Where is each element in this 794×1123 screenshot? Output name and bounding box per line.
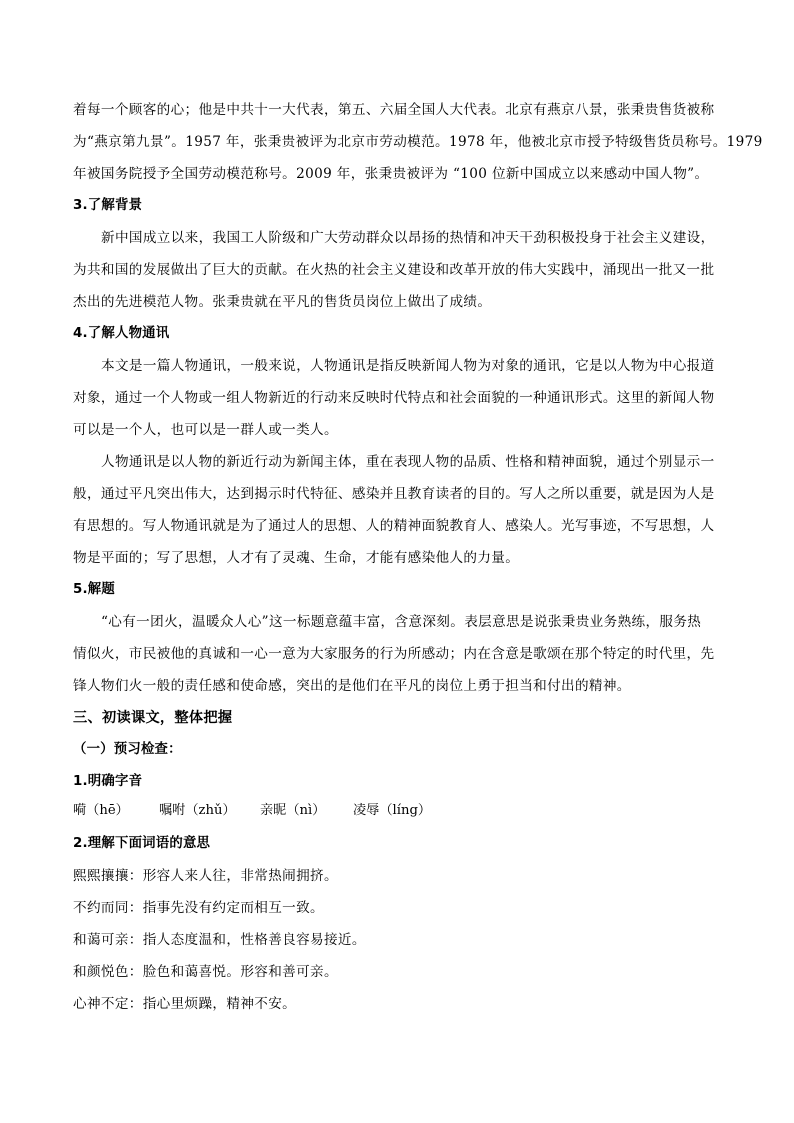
section5-line-2: 情似火，市民被他的真诚和一心一意为大家服务的行为所感动；内在含意是歌颂在那个特定的时代里，先 — [73, 646, 715, 662]
section4-p1-line-3: 可以是一个人，也可以是一群人或一类人。 — [73, 422, 338, 438]
section5-line-3: 锋人物们火一般的责任感和使命感，突出的是他们在平凡的岗位上勇于担当和付出的精神。 — [73, 678, 631, 694]
section3-line-1: 新中国成立以来，我国工人阶级和广大劳动群众以昂扬的热情和冲天干劲积极投身于社会主义建设， — [101, 230, 715, 246]
pinyin-item-3: 亲昵（nì） — [260, 803, 326, 818]
pinyin-item-2: 嘱咐（zhǔ） — [159, 803, 236, 818]
vocab-item-4: 和颜悦色：脸色和蔼喜悦。形容和善可亲。 — [73, 964, 338, 980]
section4-p2-line-4: 物是平面的；写了思想，人才有了灵魂、生命，才能有感染他人的力量。 — [73, 550, 520, 566]
intro-line-1: 着每一个顾客的心；他是中共十一大代表，第五、六届全国人大代表。北京有燕京八景，张秉贵售货被称 — [73, 102, 715, 118]
intro-line-2: 为“燕京第九景”。1957 年，张秉贵被评为北京市劳动模范。1978 年，他被北京市授予特级售货员称号。1979 — [73, 134, 763, 150]
vocab-title: 2.理解下面词语的意思 — [73, 836, 211, 851]
sub1-title: （一）预习检查： — [73, 742, 182, 757]
vocab-item-3: 和蔼可亲：指人态度温和，性格善良容易接近。 — [73, 932, 366, 948]
vocab-item-5: 心神不定：指心里烦躁，精神不安。 — [73, 996, 297, 1012]
part3-title: 三、初读课文，整体把握 — [73, 710, 233, 726]
section4-p2-line-1: 人物通讯是以人物的新近行动为新闻主体，重在表现人物的品质、性格和精神面貌，通过个别显示一 — [101, 454, 715, 470]
vocab-item-1: 熙熙攘攘：形容人来人往，非常热闹拥挤。 — [73, 868, 338, 884]
section4-p2-line-3: 有思想的。写人物通讯就是为了通过人的思想、人的精神面貌教育人、感染人。光写事迹，不写思想，人 — [73, 518, 715, 534]
section3-line-2: 为共和国的发展做出了巨大的贡献。在火热的社会主义建设和改革开放的伟大实践中，涌现出一批又一批 — [73, 262, 715, 278]
pinyin-item-4: 凌辱（líng） — [353, 803, 432, 818]
section3-line-3: 杰出的先进模范人物。张秉贵就在平凡的售货员岗位上做出了成绩。 — [73, 294, 492, 310]
section4-title: 4.了解人物通讯 — [73, 326, 170, 341]
section4-p2-line-2: 般，通过平凡突出伟大，达到揭示时代特征、感染并且教育读者的目的。写人之所以重要，就是因为人是 — [73, 486, 715, 502]
section5-line-1: “心有一团火，温暖众人心”这一标题意蕴丰富，含意深刻。表层意思是说张秉贵业务熟练，服务热 — [101, 614, 702, 630]
section4-p1-line-2: 对象，通过一个人物或一组人物新近的行动来反映时代特点和社会面貌的一种通讯形式。这里的新闻人物 — [73, 390, 715, 406]
section5-title: 5.解题 — [73, 582, 115, 597]
pinyin-item-1: 嗬（hē） — [73, 803, 129, 818]
section4-p1-line-1: 本文是一篇人物通讯，一般来说，人物通讯是指反映新闻人物为对象的通讯，它是以人物为中心报道 — [101, 358, 715, 374]
vocab-item-2: 不约而同：指事先没有约定而相互一致。 — [73, 900, 324, 916]
intro-line-3: 年被国务院授予全国劳动模范称号。2009 年，张秉贵被评为 “100 位新中国成立以来感动中国人物”。 — [73, 166, 709, 182]
section3-title: 3.了解背景 — [73, 198, 143, 213]
pinyin-title: 1.明确字音 — [73, 774, 143, 789]
